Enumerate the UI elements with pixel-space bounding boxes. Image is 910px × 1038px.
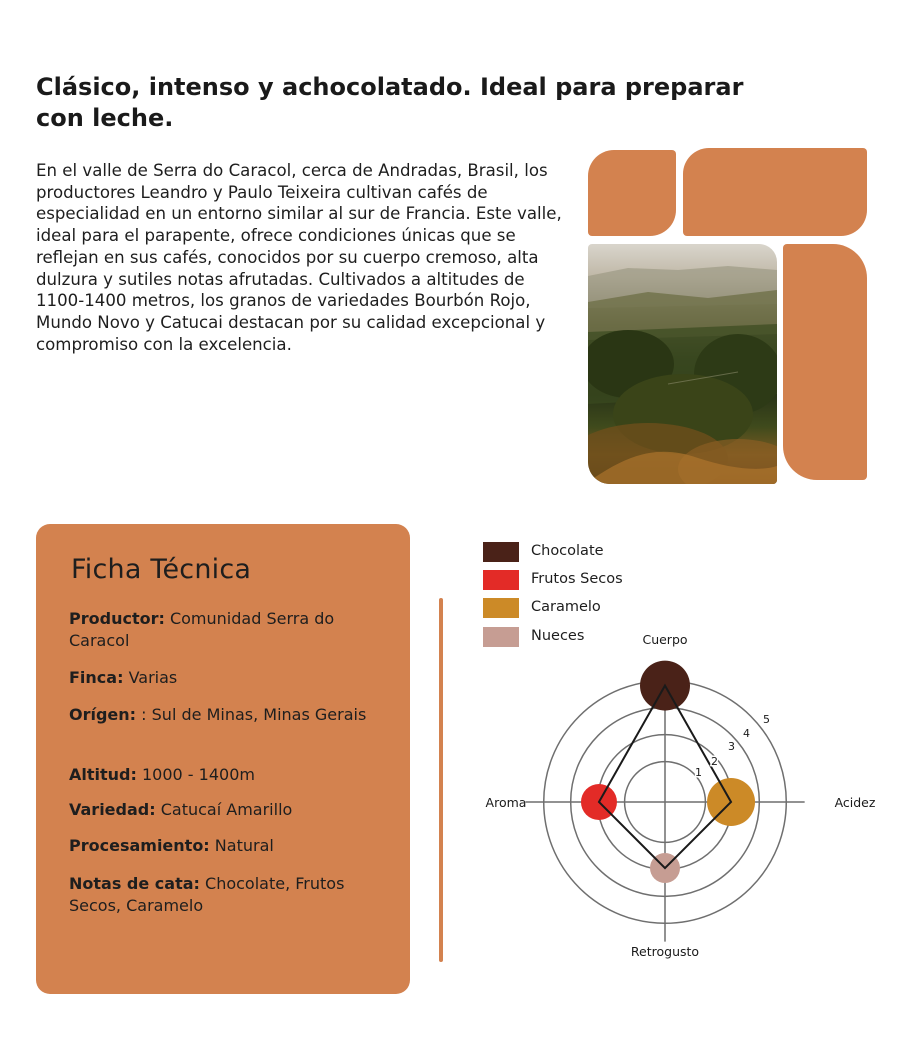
radar-axis-label-aroma: Aroma — [485, 795, 527, 810]
spec-label: Notas de cata: — [69, 874, 200, 893]
radar-scale-label: 3 — [728, 740, 735, 753]
spec-value: Comunidad Serra do Caracol — [69, 609, 335, 650]
radar-scale-label: 2 — [711, 755, 718, 768]
spec-origen — [69, 704, 379, 726]
legend-swatch — [483, 570, 519, 590]
landscape-illustration — [588, 244, 777, 484]
spec-finca — [69, 667, 379, 689]
spec-altitud — [69, 764, 379, 786]
legend-label: Nueces — [531, 628, 585, 644]
intro-paragraph: En el valle de Serra do Caracol, cerca de Andradas, Brasil, los productores Leandro y Paulo Teixeira cultivan cafés de especialidad en un entorno similar al sur de Francia. Este valle, ideal para el parapente, ofrece condiciones únicas que se reflejan en sus cafés, conocidos por su cuerpo cremoso, alta dulzura y sutiles notas afrutadas. Cultivados a altitudes de 1100-1400 metros, los granos de variedades Bourbón Rojo, Mundo Novo y Catucai destacan por su calidad excepcional y compromiso con la excelencia. — [36, 161, 562, 354]
spec-label: Altitud: — [69, 765, 137, 784]
radar-axis-label-cuerpo: Cuerpo — [642, 632, 688, 647]
radar-axis-label-acidez: Acidez — [834, 795, 876, 810]
vertical-divider — [439, 598, 443, 962]
spec-label: Orígen: — [69, 705, 137, 724]
radar-scale-label: 4 — [743, 727, 750, 740]
spec-value: Chocolate, Frutos Secos, Caramelo — [69, 874, 345, 915]
tasting-radar-chart — [460, 620, 880, 980]
decorative-shape-top-left — [588, 150, 676, 236]
spec-notas-de-cata — [69, 873, 379, 917]
decorative-shape-right — [783, 244, 867, 480]
spec-label: Variedad: — [69, 800, 156, 819]
spec-productor — [69, 608, 379, 652]
spec-value: Catucaí Amarillo — [160, 800, 293, 819]
legend-swatch — [483, 598, 519, 618]
decorative-shape-top-right — [683, 148, 867, 236]
legend-label: Frutos Secos — [531, 571, 623, 587]
legend-swatch — [483, 542, 519, 562]
radar-scale-label: 5 — [763, 713, 770, 726]
spec-value: 1000 - 1400m — [141, 765, 255, 784]
spec-label: Finca: — [69, 668, 124, 687]
radar-scale-label: 1 — [695, 766, 702, 779]
spec-variedad — [69, 799, 379, 821]
technical-sheet-card — [36, 524, 410, 994]
headline: Clásico, intenso y achocolatado. Ideal para preparar con leche. — [36, 73, 744, 132]
legend-label: Chocolate — [531, 543, 604, 559]
spec-procesamiento — [69, 835, 379, 857]
spec-value: Varias — [128, 668, 178, 687]
radar-axis-label-retrogusto: Retrogusto — [630, 944, 700, 959]
spec-label: Productor: — [69, 609, 165, 628]
landscape-photo — [588, 244, 777, 484]
spec-value: : Sul de Minas, Minas Gerais — [141, 705, 367, 724]
spec-label: Procesamiento: — [69, 836, 210, 855]
spec-value: Natural — [214, 836, 274, 855]
technical-sheet-title: Ficha Técnica — [71, 554, 252, 585]
legend-label: Caramelo — [531, 599, 601, 615]
